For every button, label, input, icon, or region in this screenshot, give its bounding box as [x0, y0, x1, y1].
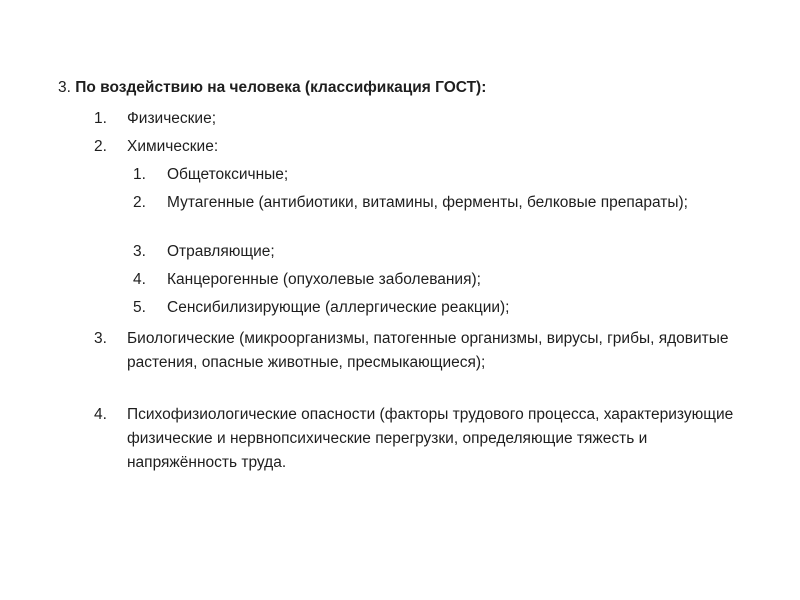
sublist-item-marker: 4.	[133, 271, 146, 288]
sublist-item-marker: 3.	[133, 243, 146, 260]
section-heading-text: По воздействию на человека (классификация ГОСТ):	[75, 79, 487, 96]
list-item-marker: 3.	[94, 330, 107, 347]
list-item-physical	[94, 107, 747, 131]
list-item-biological	[94, 327, 747, 375]
sublist-item-marker: 5.	[133, 299, 146, 316]
list-item-text: Физические;	[127, 110, 217, 127]
sublist-item-poisonous	[133, 240, 737, 264]
list-item-text: Химические:	[127, 138, 219, 155]
sublist-item-general-toxic	[133, 163, 737, 187]
sublist-item-mutagenic	[133, 191, 737, 215]
list-item-marker: 1.	[94, 110, 107, 127]
section-heading	[58, 76, 486, 100]
list-item-text: Биологические (микроорганизмы, патогенные организмы, вирусы, грибы, ядовитые растения, опасные животные, пресмыкающиеся);	[127, 330, 729, 371]
sublist-item-carcinogenic	[133, 268, 737, 292]
sublist-item-text: Отравляющие;	[167, 243, 275, 260]
sublist-item-marker: 2.	[133, 194, 146, 211]
list-item-chemical	[94, 135, 747, 159]
sublist-item-text: Общетоксичные;	[167, 166, 289, 183]
sublist-item-text: Мутагенные (антибиотики, витамины, ферменты, белковые препараты);	[167, 194, 688, 211]
list-item-marker: 2.	[94, 138, 107, 155]
list-item-psychophysiological	[94, 403, 747, 475]
sublist-item-sensitizing	[133, 296, 737, 320]
list-item-text: Психофизиологические опасности (факторы трудового процесса, характеризующие физические и нервнопсихические перегрузки, определяющие тяжесть и напряжённость труда.	[127, 406, 734, 471]
sublist-item-text: Сенсибилизирующие (аллергические реакции);	[167, 299, 510, 316]
section-heading-number: 3.	[58, 79, 71, 96]
sublist-item-text: Канцерогенные (опухолевые заболевания);	[167, 271, 481, 288]
sublist-item-marker: 1.	[133, 166, 146, 183]
list-item-marker: 4.	[94, 406, 107, 423]
